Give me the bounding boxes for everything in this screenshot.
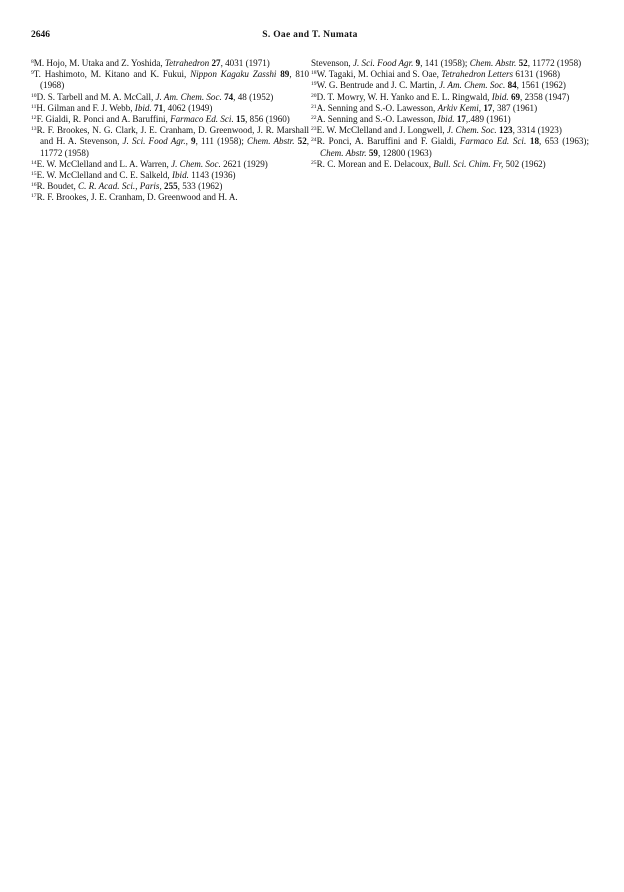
reference-text: F. Gialdi, R. Ponci and A. Baruffini, [36, 114, 171, 125]
reference-number: 23 [311, 126, 317, 133]
reference-text: ,.489 (1961) [465, 114, 511, 125]
reference-text: , 856 (1960) [245, 114, 290, 125]
reference-text: R. F. Brookes, N. G. Clark, J. E. Cranham, D. Greenwood, J. R. Marshall and H. A. Stevenson, [36, 125, 309, 147]
volume-number: 123 [498, 125, 513, 136]
volume-number: 27 [211, 58, 221, 68]
volume-number: 9 [415, 58, 421, 68]
reference-entry [31, 159, 309, 170]
journal-title: J. Sci. Food Agr. [122, 136, 186, 147]
volume-number: 59 [368, 147, 378, 158]
volume-number: 71 [154, 102, 164, 113]
volume-number: 17 [483, 102, 493, 113]
reference-entry [31, 125, 309, 159]
reference-text: , 2358 (1947) [520, 91, 570, 102]
reference-text: , 111 (1958); [195, 136, 248, 147]
reference-text: A. Senning and S.-O. Lawesson, [316, 114, 438, 125]
journal-title: Nippon Kagaku Zasshi [190, 69, 277, 80]
reference-text: R. F. Brookes, J. E. Cranham, D. Greenwood and H. A. [36, 192, 238, 203]
reference-entry [311, 114, 589, 125]
reference-number: 12 [31, 115, 37, 122]
reference-entry [311, 80, 589, 91]
reference-entry [31, 69, 309, 91]
journal-title: Ibid. [491, 91, 509, 102]
reference-text: R. Ponci, A. Baruffini and F. Gialdi, [316, 136, 460, 147]
reference-text: 502 (1962) [503, 158, 546, 169]
journal-title: J. Am. Chem. Soc. [439, 80, 506, 91]
reference-number: 25 [311, 159, 317, 166]
references-left-column [31, 58, 309, 204]
volume-number: 15 [236, 114, 246, 125]
reference-text: , 4062 (1949) [163, 102, 213, 113]
reference-text: 1143 (1936) [188, 170, 236, 181]
reference-text: W. G. Bentrude and J. C. Martin, [316, 80, 440, 91]
reference-text: 2621 (1929) [220, 158, 268, 169]
reference-entry [311, 103, 589, 114]
reference-text: , 141 (1958); [420, 58, 470, 68]
journal-title: J. Am. Chem. Soc. [155, 91, 222, 102]
reference-number: 17 [31, 193, 37, 200]
reference-number: 10 [31, 92, 37, 99]
journal-title: Arkiv Kemi, [437, 102, 482, 113]
volume-number: 18 [529, 136, 539, 147]
journal-title: J. Sci. Food Agr. [352, 58, 414, 68]
reference-entry [311, 125, 589, 136]
journal-title: Tetrahedron Letters [441, 69, 514, 80]
reference-entry [31, 192, 309, 203]
reference-entry [31, 103, 309, 114]
reference-text: W. Tagaki, M. Ochiai and S. Oae, [316, 69, 442, 80]
reference-text: , 810 (1968) [40, 69, 310, 91]
reference-text: , 12800 (1963) [377, 147, 432, 158]
reference-text: A. Senning and S.-O. Lawesson, [316, 102, 438, 113]
volume-number: 74 [224, 91, 234, 102]
journal-title: Chem. Abstr. [469, 58, 517, 68]
volume-number: 69 [510, 91, 521, 102]
reference-number: 15 [31, 171, 37, 178]
reference-text: T. Hashimoto, M. Kitano and K. Fukui, [33, 69, 191, 80]
volume-number: 84 [507, 80, 517, 91]
volume-number: 52 [297, 136, 307, 147]
reference-text: D. T. Mowry, W. H. Yanko and E. L. Ringwald, [316, 91, 492, 102]
reference-text: , 1561 (1962) [516, 80, 566, 91]
reference-text: , 11772 (1958) [527, 58, 582, 68]
volume-number: 17 [456, 114, 466, 125]
volume-number: 9 [191, 136, 196, 147]
reference-number: 19 [311, 81, 317, 88]
reference-text: , [185, 136, 192, 147]
running-header [31, 30, 589, 44]
reference-text: E. W. McClelland and J. Longwell, [316, 125, 447, 136]
reference-number: 16 [31, 182, 37, 189]
reference-text: , 48 (1952) [233, 91, 274, 102]
journal-title: Ibid. [134, 102, 152, 113]
references-right-column [311, 58, 589, 170]
reference-text: R. C. Morean and E. Delacoux, [316, 158, 434, 169]
journal-title: J. Chem. Soc. [171, 158, 221, 169]
reference-text: , 653 (1963); [538, 136, 589, 147]
reference-text: E. W. McClelland and C. E. Salkeld, [36, 170, 172, 181]
reference-number: 13 [31, 126, 37, 133]
reference-entry [31, 114, 309, 125]
journal-title: Farmaco Ed. Sci. [170, 114, 234, 125]
reference-text: , 533 (1962) [177, 181, 223, 192]
reference-text: , 3314 (1923) [512, 125, 562, 136]
reference-entry [311, 92, 589, 103]
reference-entry [31, 92, 309, 103]
reference-number: 20 [311, 92, 317, 99]
reference-number: 8 [31, 59, 34, 65]
reference-entry [311, 58, 589, 69]
journal-title: J. Chem. Soc. [446, 125, 497, 136]
reference-number: 24 [311, 137, 317, 144]
journal-title: Farmaco Ed. Sci. [459, 136, 527, 147]
reference-entry [311, 136, 589, 158]
reference-entry [311, 69, 589, 80]
journal-title: Ibid. [437, 114, 455, 125]
reference-text: D. S. Tarbell and M. A. McCall, [36, 91, 156, 102]
reference-text: 6131 (1968) [513, 69, 561, 80]
reference-text: Stevenson, [311, 58, 353, 68]
journal-title: Chem. Abstr. [247, 136, 295, 147]
reference-number: 9 [31, 70, 34, 77]
reference-text: E. W. McClelland and L. A. Warren, [36, 158, 172, 169]
volume-number: 89 [280, 69, 290, 80]
reference-entry [311, 159, 589, 170]
reference-number: 22 [311, 115, 317, 122]
volume-number: 52 [518, 58, 528, 68]
journal-title: Ibid. [171, 170, 189, 181]
journal-title: Tetrahedron [164, 58, 210, 68]
page-number: 2646 [31, 30, 50, 40]
reference-number: 11 [31, 103, 37, 110]
reference-number: 18 [311, 70, 317, 77]
reference-text: , 387 (1961) [492, 102, 538, 113]
journal-title: Bull. Sci. Chim. Fr, [433, 158, 504, 169]
reference-text: , 4031 (1971) [220, 58, 270, 68]
running-header-authors: S. Oae and T. Numata [262, 30, 358, 40]
journal-title: C. R. Acad. Sci., Paris, [78, 181, 162, 192]
reference-number: 21 [311, 103, 317, 110]
reference-entry [31, 58, 309, 69]
volume-number: 255 [164, 181, 178, 192]
reference-number: 14 [31, 159, 37, 166]
reference-text: R. Boudet, [36, 181, 79, 192]
reference-entry [31, 181, 309, 192]
reference-text: , 11772 (1958) [40, 136, 310, 158]
reference-text: M. Hojo, M. Utaka and Z. Yoshida, [33, 58, 165, 68]
reference-entry [31, 170, 309, 181]
reference-text: H. Gilman and F. J. Webb, [36, 102, 135, 113]
journal-title: Chem. Abstr. [320, 147, 367, 158]
